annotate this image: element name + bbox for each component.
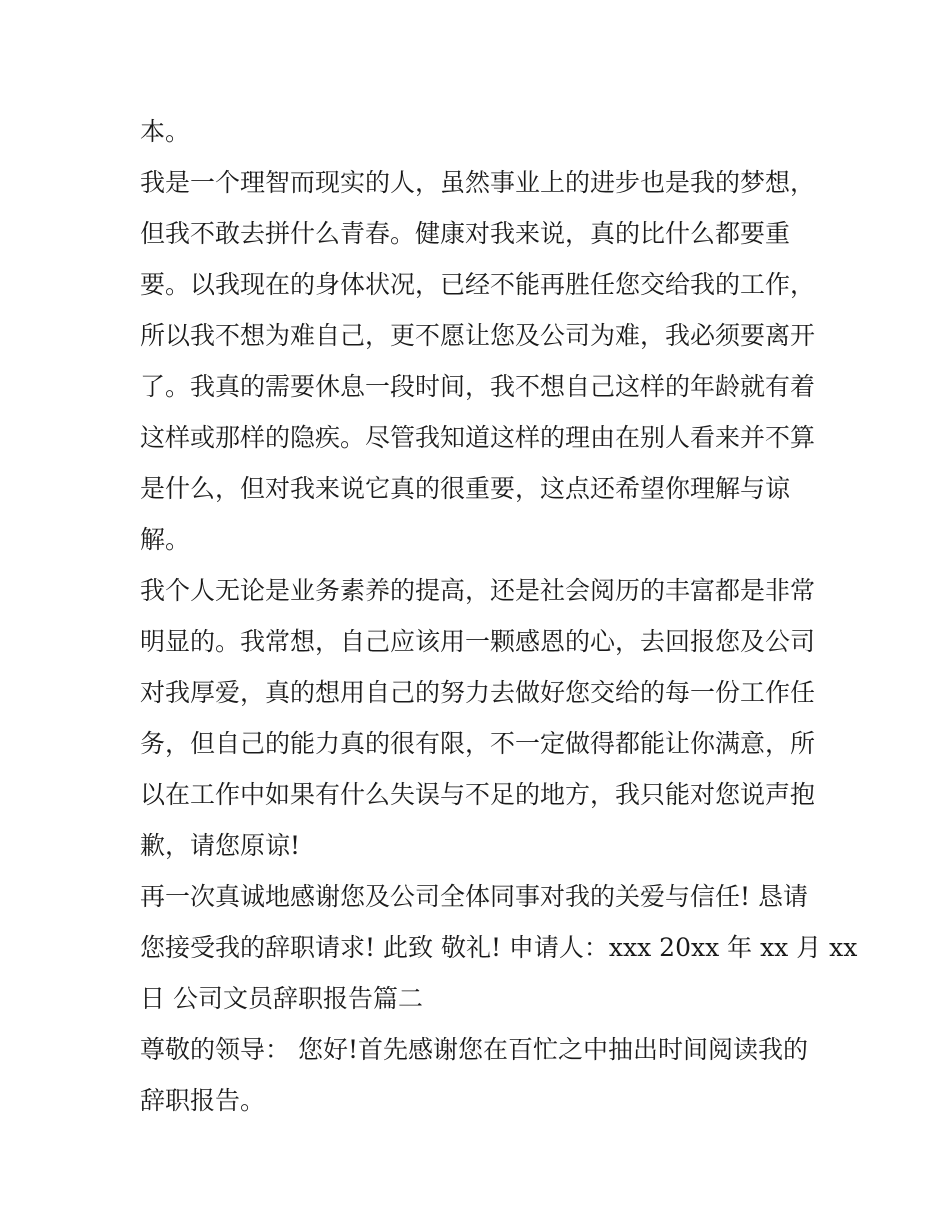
text-line: 本。 bbox=[140, 117, 191, 146]
text-line: 我个人无论是业务素养的提高，还是社会阅历的丰富都是非常 bbox=[140, 576, 816, 605]
text-line: 但我不敢去拼什么青春。健康对我来说，真的比什么都要重 bbox=[140, 219, 791, 248]
document-body bbox=[140, 106, 858, 1126]
text-line: 以在工作中如果有什么失误与不足的地方，我只能对您说声抱 bbox=[140, 780, 816, 809]
text-line: 解。 bbox=[140, 525, 191, 554]
text-line: 务，但自己的能力真的很有限，不一定做得都能让你满意，所 bbox=[140, 729, 816, 758]
text-line: 歉，请您原谅! bbox=[140, 831, 301, 860]
text-line: 我是一个理智而现实的人，虽然事业上的进步也是我的梦想， bbox=[140, 168, 816, 197]
text-line: 辞职报告。 bbox=[140, 1086, 266, 1115]
text-line: 这样或那样的隐疾。尽管我知道这样的理由在别人看来并不算 bbox=[140, 423, 816, 452]
text-line: 尊敬的领导： 您好!首先感谢您在百忙之中抽出时间阅读我的 bbox=[140, 1035, 808, 1064]
text-line: 要。以我现在的身体状况，已经不能再胜任您交给我的工作， bbox=[140, 270, 816, 299]
text-line: 是什么，但对我来说它真的很重要，这点还希望你理解与谅 bbox=[140, 474, 791, 503]
text-line: 您接受我的辞职请求! 此致 敬礼! 申请人：xxx 20xx 年 xx 月 xx bbox=[140, 933, 858, 962]
text-line: 所以我不想为难自己，更不愿让您及公司为难，我必须要离开 bbox=[140, 321, 816, 350]
text-line: 明显的。我常想，自己应该用一颗感恩的心，去回报您及公司 bbox=[140, 627, 816, 656]
text-line: 了。我真的需要休息一段时间，我不想自己这样的年龄就有着 bbox=[140, 372, 816, 401]
text-line: 再一次真诚地感谢您及公司全体同事对我的关爱与信任! 恳请 bbox=[140, 882, 808, 911]
text-line: 日 公司文员辞职报告篇二 bbox=[140, 984, 423, 1013]
text-line: 对我厚爱，真的想用自己的努力去做好您交给的每一份工作任 bbox=[140, 678, 816, 707]
